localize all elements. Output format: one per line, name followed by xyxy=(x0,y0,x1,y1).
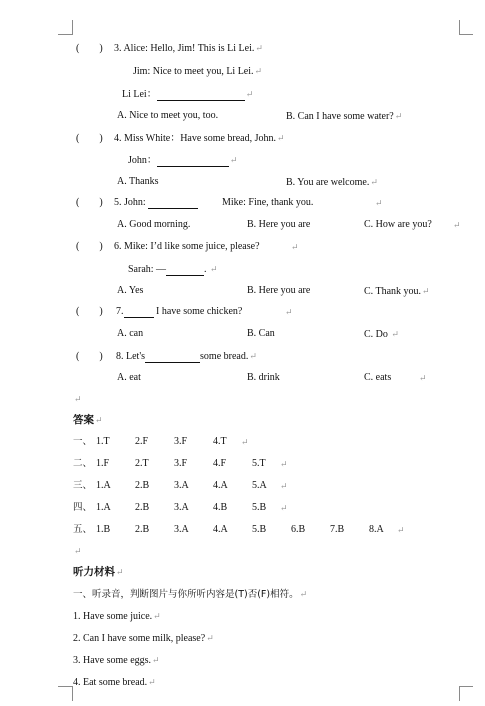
crop-mark-bottom-right-v xyxy=(459,686,460,701)
empty-paragraph-mark: ↵ xyxy=(74,394,82,404)
listening-line-4: 4. Eat some bread.↵ xyxy=(73,677,156,688)
answer-item: 4.T xyxy=(213,436,227,447)
q4-option-b[interactable]: B. You are welcome.↵ xyxy=(286,177,378,188)
empty-paragraph-mark: ↵ xyxy=(74,546,82,556)
answer-item: 5.B xyxy=(252,502,267,513)
listening-heading: 听力材料↵ xyxy=(73,566,124,578)
q8-option-c[interactable]: C. eats xyxy=(364,372,392,383)
listening-line-2: 2. Can I have some milk, please?↵ xyxy=(73,633,214,644)
paragraph-mark: ↵ xyxy=(419,373,427,383)
q7-option-c[interactable]: C. Do ↵ xyxy=(364,329,399,340)
paragraph-mark: ↵ xyxy=(285,307,293,317)
answer-item: 4.B xyxy=(213,502,228,513)
crop-mark-bottom-left-h xyxy=(58,686,72,687)
answer-row-label: 一、 xyxy=(73,436,93,447)
answer-item: 7.B xyxy=(330,524,345,535)
q7-option-a[interactable]: A. can xyxy=(117,328,144,339)
q7-fill-blank[interactable] xyxy=(124,307,154,318)
answer-row-label: 五、 xyxy=(73,524,93,535)
q8-stem: ( ) 8. Let's some bread.↵ xyxy=(76,351,257,362)
q5-option-b[interactable]: B. Here you are xyxy=(247,219,311,230)
paragraph-mark: ↵ xyxy=(453,220,461,230)
answer-item: 1.A xyxy=(96,502,111,513)
listening-line-3: 3. Have some eggs.↵ xyxy=(73,655,160,666)
answer-item: 3.A xyxy=(174,480,189,491)
answer-item: 3.F xyxy=(174,458,188,469)
q6-option-c[interactable]: C. Thank you.↵ xyxy=(364,286,430,297)
answer-row-label: 二、 xyxy=(73,458,93,469)
answer-item: 4.F xyxy=(213,458,227,469)
crop-mark-top-right-h xyxy=(459,34,473,35)
answer-item: 5.A xyxy=(252,480,267,491)
q6-stem: ( ) 6. Mike: I’d like some juice, please? xyxy=(76,241,260,252)
paragraph-mark: ↵ xyxy=(241,437,249,447)
q5-dialogue-mike: Mike: Fine, thank you. xyxy=(222,197,314,208)
paragraph-mark: ↵ xyxy=(291,242,299,252)
paragraph-mark: ↵ xyxy=(280,481,288,491)
answer-item: 1.A xyxy=(96,480,111,491)
paragraph-mark: ↵ xyxy=(280,459,288,469)
answer-item: 1.F xyxy=(96,458,110,469)
answer-item: 5.T xyxy=(252,458,266,469)
q7-option-b[interactable]: B. Can xyxy=(247,328,275,339)
q8-option-b[interactable]: B. drink xyxy=(247,372,280,383)
crop-mark-top-left-h xyxy=(58,34,72,35)
answer-item: 3.A xyxy=(174,524,189,535)
paragraph-mark: ↵ xyxy=(280,503,288,513)
q8-fill-blank[interactable] xyxy=(145,352,200,363)
answer-item: 2.F xyxy=(135,436,149,447)
q4-dialogue-line-john: John： ↵ xyxy=(128,155,238,166)
q5-stem: ( ) 5. John: xyxy=(76,197,198,209)
q4-answer-bracket[interactable]: ( ) xyxy=(76,133,103,144)
answer-row-label: 四、 xyxy=(73,502,93,513)
q5-option-c[interactable]: C. How are you? xyxy=(364,219,432,230)
q6-dialogue-sarah: Sarah: — . ↵ xyxy=(128,264,218,275)
crop-mark-top-right-v xyxy=(459,20,460,35)
q6-option-a[interactable]: A. Yes xyxy=(117,285,144,296)
answers-heading: 答案↵ xyxy=(73,414,103,426)
paragraph-mark: ↵ xyxy=(375,198,383,208)
q7-answer-bracket[interactable]: ( ) xyxy=(76,306,103,317)
q6-answer-bracket[interactable]: ( ) xyxy=(76,241,103,252)
q4-fill-blank[interactable] xyxy=(157,156,229,167)
answer-item: 3.F xyxy=(174,436,188,447)
answer-item: 2.T xyxy=(135,458,149,469)
listening-line-1: 1. Have some juice.↵ xyxy=(73,611,161,622)
q8-option-a[interactable]: A. eat xyxy=(117,372,141,383)
q5-fill-blank[interactable] xyxy=(148,198,198,209)
q3-option-a[interactable]: A. Nice to meet you, too. xyxy=(117,110,219,121)
paragraph-mark: ↵ xyxy=(255,43,263,53)
q3-dialogue-line-lilei: Li Lei： ↵ xyxy=(122,89,254,100)
listening-instruction: 一、听录音，判断图片与你所听内容是(T)否(F)相符。↵ xyxy=(73,589,308,600)
answer-item: 1.B xyxy=(96,524,111,535)
paragraph-mark: ↵ xyxy=(397,525,405,535)
q3-option-b[interactable]: B. Can I have some water?↵ xyxy=(286,111,403,122)
answer-item: 8.A xyxy=(369,524,384,535)
crop-mark-top-left-v xyxy=(72,20,73,35)
answer-item: 3.A xyxy=(174,502,189,513)
q4-stem: ( ) 4. Miss White：Have some bread, John.↵ xyxy=(76,133,285,144)
crop-mark-bottom-right-h xyxy=(459,686,473,687)
answer-item: 4.A xyxy=(213,524,228,535)
answer-item: 2.B xyxy=(135,524,150,535)
q3-dialogue-line-jim: Jim: Nice to meet you, Li Lei.↵ xyxy=(133,66,263,77)
q6-fill-blank[interactable] xyxy=(166,265,204,276)
q4-option-a[interactable]: A. Thanks xyxy=(117,176,159,187)
answer-row-label: 三、 xyxy=(73,480,93,491)
q3-fill-blank[interactable] xyxy=(157,90,245,101)
q3-answer-bracket[interactable]: ( ) xyxy=(76,43,103,54)
q8-answer-bracket[interactable]: ( ) xyxy=(76,351,103,362)
answer-item: 1.T xyxy=(96,436,110,447)
q7-stem: ( ) 7. I have some chicken? xyxy=(76,306,243,317)
answer-item: 4.A xyxy=(213,480,228,491)
answer-item: 6.B xyxy=(291,524,306,535)
answer-item: 5.B xyxy=(252,524,267,535)
answer-item: 2.B xyxy=(135,502,150,513)
q5-answer-bracket[interactable]: ( ) xyxy=(76,197,103,208)
answer-item: 2.B xyxy=(135,480,150,491)
q3-stem: ( ) 3. Alice: Hello, Jim! This is Li Lei.↵ xyxy=(76,43,263,54)
q5-option-a[interactable]: A. Good morning. xyxy=(117,219,191,230)
q6-option-b[interactable]: B. Here you are xyxy=(247,285,311,296)
